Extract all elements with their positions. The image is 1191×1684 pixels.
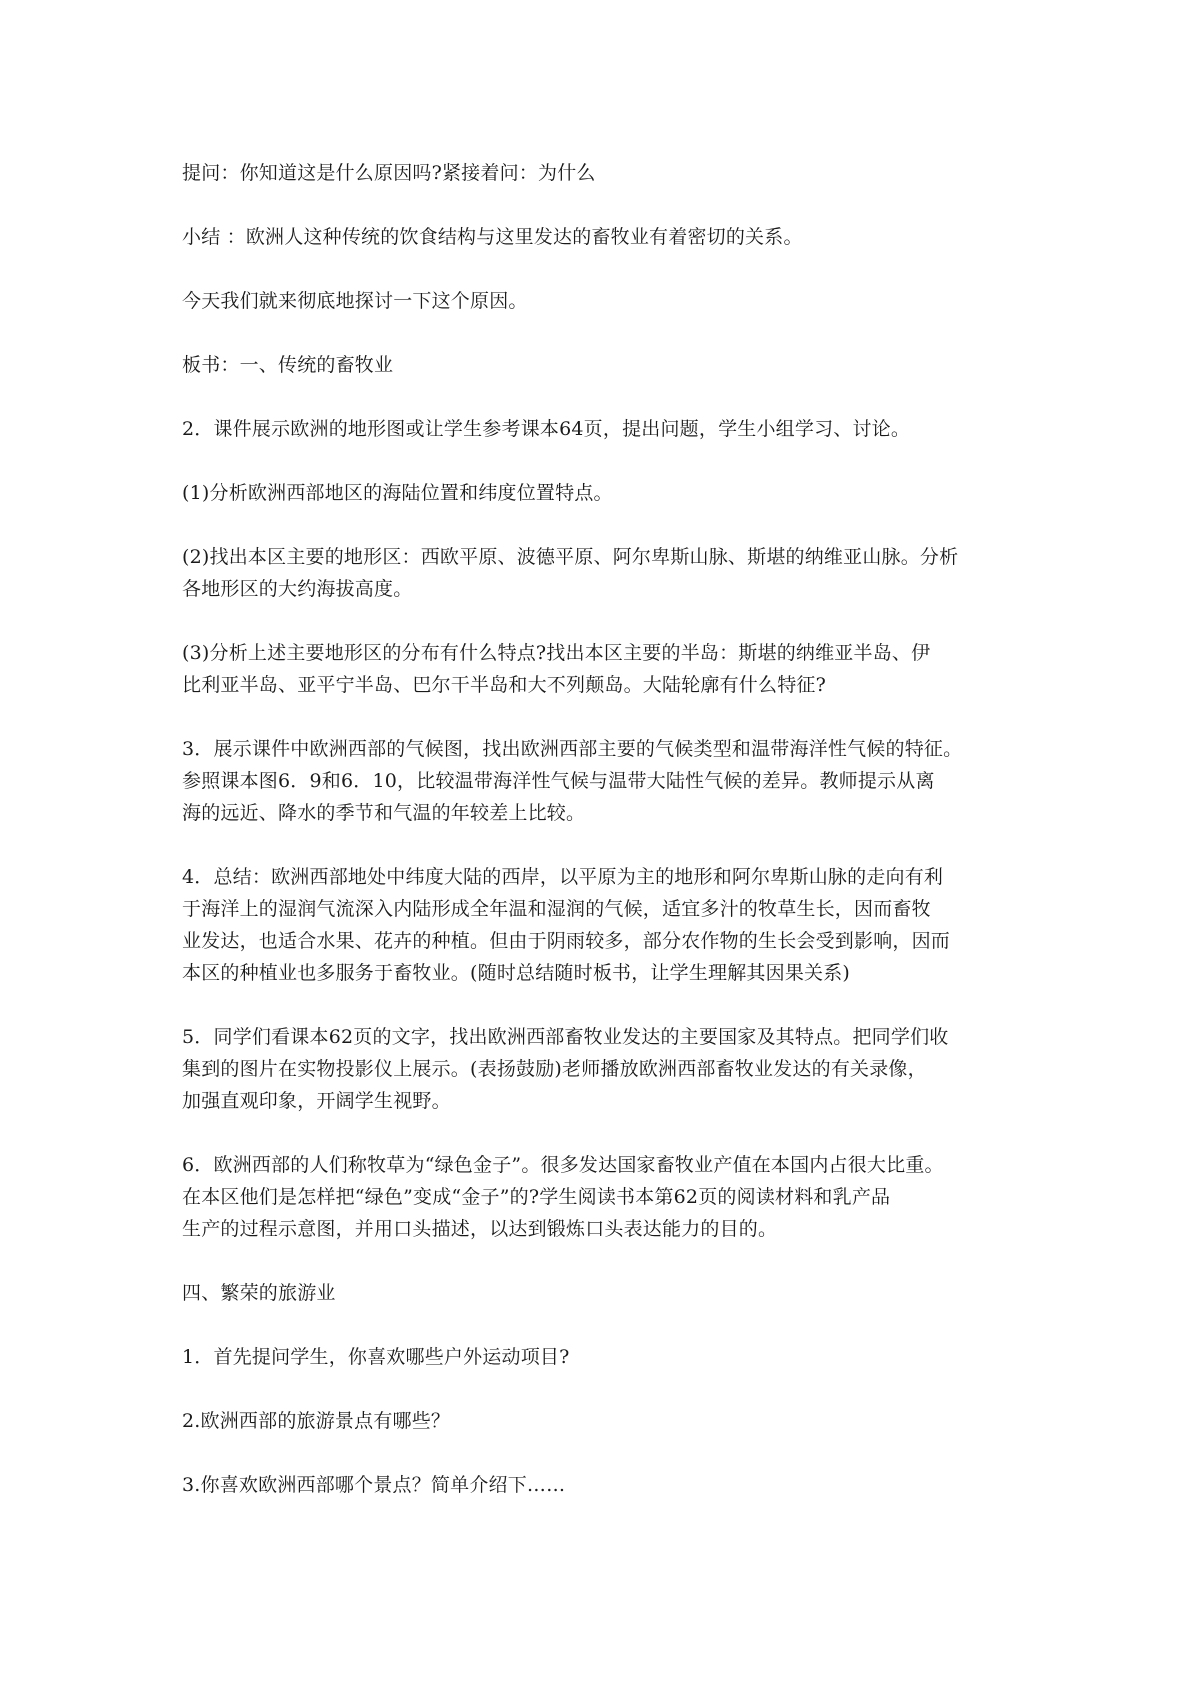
paragraph-line: 参照课本图6．9和6．10，比较温带海洋性气候与温带大陆性气候的差异。教师提示从离: [182, 770, 935, 792]
paragraph-14: [182, 1341, 1022, 1373]
paragraph-5: [182, 413, 1022, 445]
paragraph-line: 本区的种植业也多服务于畜牧业。(随时总结随时板书，让学生理解其因果关系): [182, 962, 851, 984]
paragraph-line: 板书：一、传统的畜牧业: [182, 354, 394, 376]
paragraph-line: 1．首先提问学生，你喜欢哪些户外运动项目?: [182, 1346, 570, 1368]
paragraph-line: 5．同学们看课本62页的文字，找出欧洲西部畜牧业发达的主要国家及其特点。把同学们收: [182, 1026, 949, 1048]
paragraph-line: 各地形区的大约海拔高度。: [182, 578, 413, 600]
paragraph-10: [182, 861, 1022, 989]
paragraph-line: 2.欧洲西部的旅游景点有哪些？: [182, 1410, 451, 1432]
paragraph-line: 3．展示课件中欧洲西部的气候图，找出欧洲西部主要的气候类型和温带海洋性气候的特征。: [182, 738, 963, 760]
paragraph-7: [182, 541, 1022, 605]
paragraph-line: 业发达，也适合水果、花卉的种植。但由于阴雨较多，部分农作物的生长会受到影响，因而: [182, 930, 951, 952]
paragraph-line: 比利亚半岛、亚平宁半岛、巴尔干半岛和大不列颠岛。大陆轮廓有什么特征?: [182, 674, 826, 696]
paragraph-line: (3)分析上述主要地形区的分布有什么特点?找出本区主要的半岛：斯堪的纳维亚半岛、伊: [182, 642, 931, 664]
paragraph-line: 四、繁荣的旅游业: [182, 1282, 336, 1304]
paragraph-line: 于海洋上的湿润气流深入内陆形成全年温和湿润的气候，适宜多汁的牧草生长，因而畜牧: [182, 898, 931, 920]
paragraph-1: [182, 157, 1022, 189]
paragraph-line: (1)分析欧洲西部地区的海陆位置和纬度位置特点。: [182, 482, 613, 504]
paragraph-line: 小结 ：欧洲人这种传统的饮食结构与这里发达的畜牧业有着密切的关系。: [182, 226, 803, 248]
paragraph-16: [182, 1469, 1022, 1501]
paragraph-2: [182, 221, 1022, 253]
paragraph-line: 提问：你知道这是什么原因吗?紧接着问：为什么: [182, 162, 596, 184]
paragraph-12: [182, 1149, 1022, 1245]
paragraph-line: 集到的图片在实物投影仪上展示。(表扬鼓励)老师播放欧洲西部畜牧业发达的有关录像，: [182, 1058, 927, 1080]
paragraph-line: 加强直观印象，开阔学生视野。: [182, 1090, 451, 1112]
paragraph-13: [182, 1277, 1022, 1309]
paragraph-line: 在本区他们是怎样把“绿色”变成“金子”的?学生阅读书本第62页的阅读材料和乳产品: [182, 1186, 891, 1208]
paragraph-3: [182, 285, 1022, 317]
paragraph-6: [182, 477, 1022, 509]
paragraph-11: [182, 1021, 1022, 1117]
paragraph-line: 今天我们就来彻底地探讨一下这个原因。: [182, 290, 528, 312]
paragraph-9: [182, 733, 1022, 829]
paragraph-line: 3.你喜欢欧洲西部哪个景点？简单介绍下……: [182, 1474, 566, 1496]
paragraph-line: 2．课件展示欧洲的地形图或让学生参考课本64页，提出问题，学生小组学习、讨论。: [182, 418, 911, 440]
paragraph-4: [182, 349, 1022, 381]
document-body: [182, 157, 1022, 1533]
paragraph-line: (2)找出本区主要的地形区：西欧平原、波德平原、阿尔卑斯山脉、斯堪的纳维亚山脉。分析: [182, 546, 959, 568]
paragraph-line: 生产的过程示意图，并用口头描述，以达到锻炼口头表达能力的目的。: [182, 1218, 778, 1240]
paragraph-line: 4．总结：欧洲西部地处中纬度大陆的西岸，以平原为主的地形和阿尔卑斯山脉的走向有利: [182, 866, 944, 888]
paragraph-line: 6．欧洲西部的人们称牧草为“绿色金子”。很多发达国家畜牧业产值在本国内占很大比重。: [182, 1154, 944, 1176]
paragraph-8: [182, 637, 1022, 701]
paragraph-15: [182, 1405, 1022, 1437]
paragraph-line: 海的远近、降水的季节和气温的年较差上比较。: [182, 802, 586, 824]
